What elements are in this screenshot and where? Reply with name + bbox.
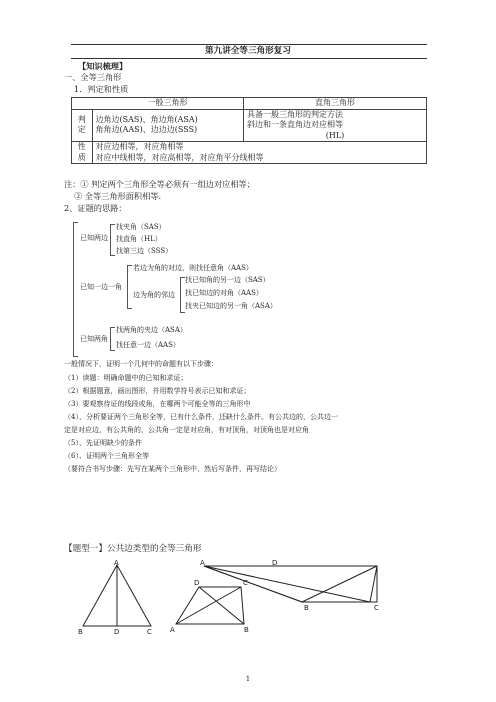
cell-right-3: (HL) [325, 130, 345, 140]
fig1-label-b: B [78, 628, 83, 636]
figure-3 [198, 556, 388, 612]
part2-heading: 2、证题的思路： [64, 203, 127, 213]
fig1-label-c: C [147, 628, 152, 636]
fig2-label-a: A [170, 626, 175, 634]
brace-two-sides [110, 224, 115, 256]
step-4a: （4）、分析要证两个三角形全等，已有什么条件，还缺什么条件。有公共边的，公共边一 [64, 413, 338, 421]
fig2-label-d: D [194, 579, 200, 587]
step-6: （6）、证明两个三角形全等 [64, 452, 149, 460]
cell-right-2: 斜边和一条直角边对应相等 [247, 120, 343, 129]
brace-one-side [127, 265, 132, 309]
note-2: ② 全等三角形面积相等. [74, 191, 162, 201]
tree-ta2: 找任意一边（AAS） [116, 341, 180, 349]
fig3-label-d: D [272, 559, 278, 567]
fig1-label-d: D [114, 628, 120, 636]
section-heading: 【知识梳理】 [78, 61, 128, 71]
outer-brace [73, 222, 78, 357]
fig3-label-a: A [200, 559, 205, 567]
step-1: （1）读题：明确命题中的已知和求证； [64, 374, 188, 382]
tree-ts1: 找夹角（SAS） [116, 223, 166, 231]
property-2: 对应中线相等，对应高相等，对应角平分线相等 [95, 152, 264, 162]
steps-intro: 一般情况下，证明一个几何中的命题有以下步骤： [64, 360, 218, 368]
cell-general-1: 边角边(SAS)、角边角(ASA) [95, 114, 198, 124]
header-right: 直角三角形 [244, 98, 427, 110]
tree-ad3: 找夹已知边的另一角（ASA） [185, 302, 277, 310]
row-label-judge: 判定 [72, 109, 93, 142]
tree-two-angles: 已知两角 [80, 335, 108, 343]
fig2-label-c: C [243, 579, 248, 587]
tree-ad2: 找已知边的对角（AAS） [185, 289, 263, 297]
step-7: （要符合书写步骤：先写在某两个三角形中、然后写条件，再写结论） [64, 465, 281, 473]
tree-oa1: 若边为角的对边，则找任意角（AAS） [133, 264, 253, 272]
criteria-table [71, 97, 427, 164]
property-1: 对应边相等，对应角相等 [95, 142, 184, 151]
cell-general-2: 角角边(AAS)、边边边(SSS) [95, 125, 198, 135]
cell-right-1: 具备一般三角形的判定方法 [247, 109, 343, 119]
fig2-label-b: B [244, 626, 249, 634]
step-2: （2）根据题意，画出图形，并用数学符号表示已知和求证； [64, 387, 251, 395]
tree-ad1: 找已知角的另一边（SAS） [185, 276, 270, 284]
title-rule [71, 58, 427, 59]
step-5: （5）、先证明缺少的条件 [64, 439, 142, 447]
step-3: （3）要观察待证的线段或角，在哪两个可能全等的三角形中 [64, 400, 251, 408]
fig3-label-b: B [304, 604, 309, 612]
tree-adjacent: 边为角的邻边 [133, 291, 175, 299]
fig3-diag-db [302, 566, 377, 602]
brace-two-angles [110, 327, 115, 351]
fig3-label-c: C [374, 604, 379, 612]
part1-sub: 1．判定和性质 [74, 84, 129, 94]
type1-heading: 【题型一】公共边类型的全等三角形 [64, 544, 202, 554]
note-1: 注：① 判定两个三角形全等必须有一组边对应相等； [64, 179, 255, 189]
fig1-label-a: A [114, 560, 119, 567]
page-title: 第九讲全等三角形复习 [205, 46, 291, 56]
tree-two-sides: 已知两边 [80, 234, 108, 242]
figure-1 [76, 560, 160, 636]
tree-ts3: 找第三边（SSS） [116, 247, 173, 255]
tree-one-side-angle: 已知一边一角 [80, 283, 122, 291]
top-rule [71, 44, 427, 45]
tree-ts2: 找直角（HL） [116, 235, 162, 243]
page-number: 1 [245, 675, 251, 683]
step-4b: 定是对应边，有公共角的，公共角一定是对应角，有对顶角，对顶角也是对应角 [64, 426, 309, 434]
row-label-property: 性质 [72, 142, 93, 164]
tree-ta1: 找两角的夹边（ASA） [116, 326, 187, 334]
header-general: 一般三角形 [92, 98, 244, 110]
part1-heading: 一、全等三角形 [64, 72, 122, 82]
